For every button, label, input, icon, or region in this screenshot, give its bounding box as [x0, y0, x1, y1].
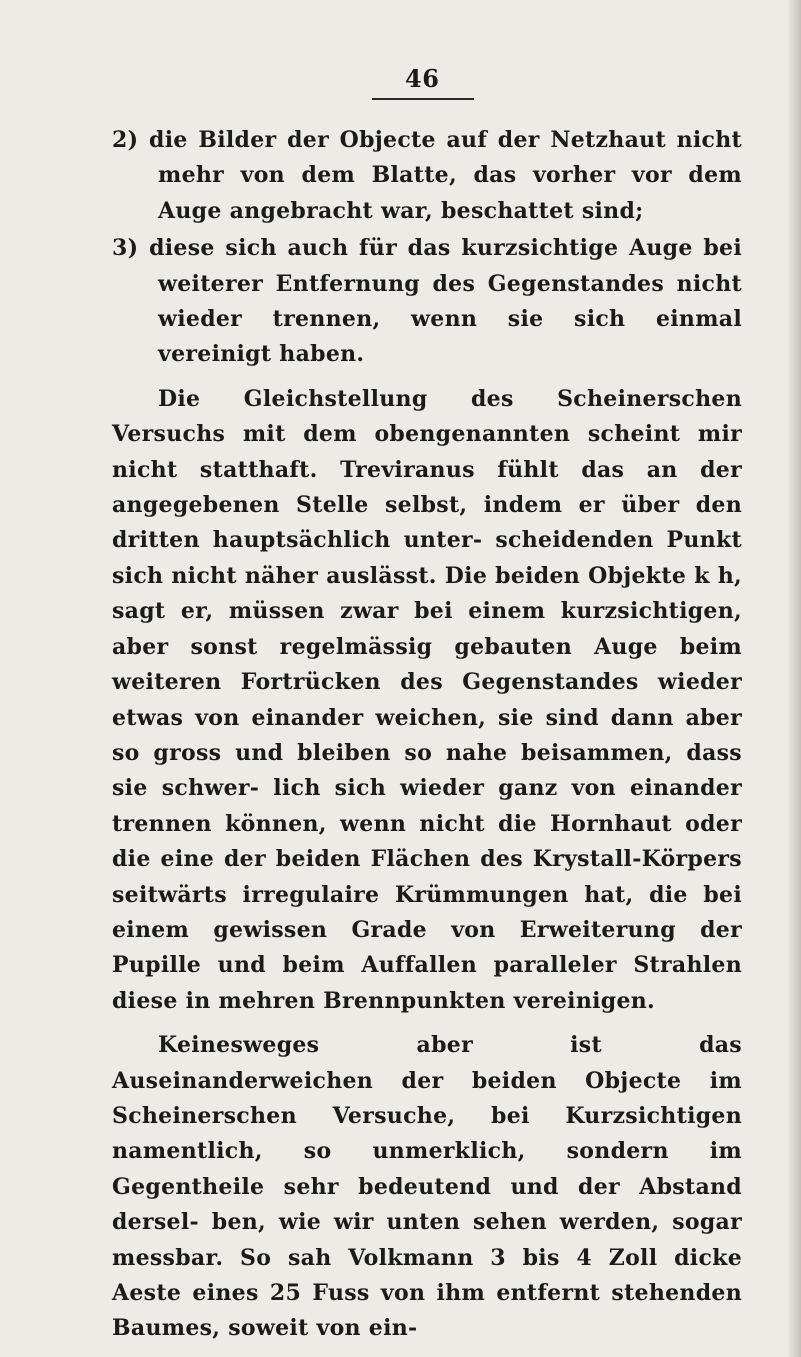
- item-text: die Bilder der Objecte auf der Netzhaut nicht mehr von dem Blatte, das vorher vor dem Auge angebracht war, beschattet sind;: [149, 127, 742, 224]
- page-edge-shadow: [787, 0, 801, 1357]
- paragraph: Keinesweges aber ist das Auseinanderweichen der beiden Objecte im Scheinerschen Versuche, bei Kurzsichtigen namentlich, so unmerklich, sondern im Gegentheile sehr bedeutend und der Abstand dersel- ben, wie wir unten sehen werden, sogar messbar. So sah Volkmann 3 bis 4 Zoll dicke Aeste eines 25 Fuss von ihm entfernt stehenden Baumes, soweit von ein-: [112, 1032, 742, 1342]
- list-item-2: [112, 123, 742, 229]
- spacer: [112, 373, 742, 382]
- item-label: 3): [112, 235, 139, 262]
- paragraph: Die Gleichstellung des Scheinerschen Versuchs mit dem obengenannten scheint mir nicht statthaft. Treviranus fühlt das an der angegebenen Stelle selbst, indem er über den dritten hauptsächlich unter- scheidenden Punkt sich nicht näher auslässt. Die beiden Objekte k h, sagt er, müssen zwar bei einem kurzsichtigen, aber sonst regelmässig gebauten Auge beim weiteren Fortrücken des Gegenstandes wieder etwas von einander weichen, sie sind dann aber so gross und bleiben so nahe beisammen, dass sie schwer- lich sich wieder ganz von einander trennen können, wenn nicht die Hornhaut oder die eine der beiden Flächen des Krystall-Körpers seitwärts irregulaire Krümmungen hat, die bei einem gewissen Grade von Erweiterung der Pupille und beim Auffallen paralleler Strahlen diese in mehren Brennpunkten vereinigen.: [112, 385, 742, 1014]
- list-item-3: [112, 231, 742, 373]
- item-text: diese sich auch für das kurzsichtige Auge bei weiterer Entfernung des Gegenstandes nicht wieder trennen, wenn sie sich einmal vereinigt haben.: [149, 235, 742, 368]
- body-text: [112, 123, 742, 1347]
- page-number: 46: [405, 64, 440, 93]
- item-label: 2): [112, 127, 139, 153]
- spacer: [112, 1019, 742, 1028]
- header-rule: [372, 98, 474, 100]
